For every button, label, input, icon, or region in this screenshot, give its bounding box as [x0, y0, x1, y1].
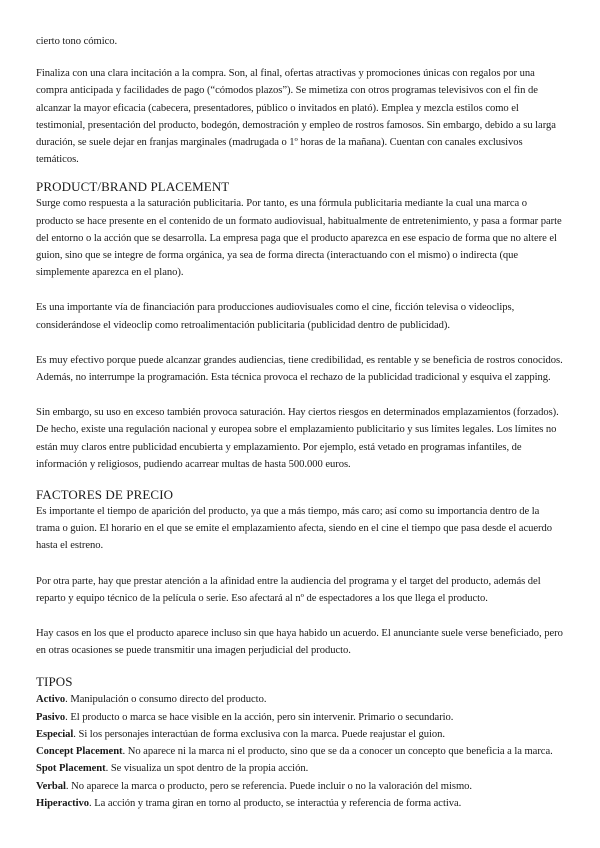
factores-paragraph: Por otra parte, hay que prestar atención a la afinidad entre la audiencia del programa y el target del producto, además del reparto y equipo técnico de la película o serie. Eso afectará al nº de espectadores a los que llega el producto.: [36, 575, 541, 604]
factores-paragraph: Hay casos en los que el producto aparece incluso sin que haya habido un acuerdo. El anunciante suele verse beneficiado, pero en otras ocasiones se puede transmitir una imagen perjudicial del producto.: [36, 628, 563, 657]
finaliza-paragraph: Finaliza con una clara incitación a la compra. Son, al final, ofertas atractivas y promociones únicas con regalos por una compra anticipada y facilidades de pago (“cómodos plazos”). Se mimetiza con otros programas televisivos con el fin de alcanzar la mayor eficacia (cabecera, presentadores, público o invitados en plató). Emplea y mezcla estilos como el testimonial, presentación del producto, bodegón, demostración y empleo de rostros famosos. Sin embargo, debido a su larga duración, se suele dejar en franjas marginales (madrugada o 1º horas de la mañana). Cuentan con canales exclusivos temáticos.: [36, 68, 556, 166]
tipo-desc: . La acción y trama giran en torno al producto, se interactúa y referencia de forma activa.: [89, 797, 462, 809]
tipo-item: [36, 726, 564, 743]
product-placement-paragraph: Surge como respuesta a la saturación publicitaria. Por tanto, es una fórmula publicitaria mediante la cual una marca o producto se hace presente en el contenido de un formato audiovisual, habitualmente de entretenimiento, y pasa a formar parte del entorno o la acción que se desarrolla. La empresa paga que el producto aparezca en ese espacio de forma que no altere el guion, sino que se integre de forma orgánica, ya sea de forma directa (interactuando con el mismo) o indirecta (que simplemente aparezca en el plano).: [36, 198, 562, 279]
tipo-term: Verbal: [36, 780, 66, 792]
intro-tail: cierto tono cómico.: [36, 36, 118, 47]
tipo-item: [36, 691, 564, 708]
tipo-term: Especial: [36, 728, 74, 740]
tipo-term: Hiperactivo: [36, 797, 89, 809]
product-placement-paragraph: Es muy efectivo porque puede alcanzar grandes audiencias, tiene credibilidad, es rentable y se beneficia de rostros conocidos. Además, no interrumpe la programación. Esta técnica provoca el rechazo de la publicidad tradicional y esquiva el zapping.: [36, 354, 563, 384]
product-placement-paragraph: Sin embargo, su uso en exceso también provoca saturación. Hay ciertos riesgos en determinados emplazamientos (forzados). De hecho, existe una regulación nacional y europea sobre el emplazamiento publicitario y sus límites legales. Los límites no están muy claros entre publicidad encubierta y emplazamiento. Por ejemplo, está vetado en programas infantiles, de información y religiosos, pudiendo acarrear multas de hasta 500.000 euros.: [36, 407, 559, 470]
tipo-item: [36, 760, 564, 777]
tipo-desc: . El producto o marca se hace visible en la acción, pero sin intervenir. Primario o secundario.: [65, 711, 454, 723]
tipos-list: [36, 691, 564, 811]
tipo-term: Activo: [36, 694, 66, 706]
tipos-heading: TIPOS: [36, 674, 73, 690]
tipo-desc: . Si los personajes interactúan de forma exclusiva con la marca. Puede reajustar el guion.: [73, 728, 446, 740]
tipo-term: Spot Placement: [36, 763, 106, 775]
tipo-item: [36, 778, 564, 795]
product-placement-heading: PRODUCT/BRAND PLACEMENT: [36, 179, 230, 195]
tipo-term: Pasivo: [36, 711, 66, 723]
tipo-item: [36, 709, 564, 726]
factores-paragraph: Es importante el tiempo de aparición del producto, ya que a más tiempo, más caro; así como su importancia dentro de la trama o guion. El horario en el que se emite el emplazamiento afecta, siendo en el cine el tiempo que pasa desde el acuerdo hasta el estreno.: [36, 506, 552, 552]
tipo-item: [36, 743, 564, 760]
tipo-item: [36, 795, 564, 812]
tipo-desc: . Manipulación o consumo directo del producto.: [65, 694, 267, 706]
product-placement-paragraph: Es una importante vía de financiación para producciones audiovisuales como el cine, ficción televisa o videoclips, considerándose el videoclip como retroalimentación publicitaria (publicidad dentro de publicidad).: [36, 302, 515, 331]
tipo-desc: . No aparece la marca o producto, pero se referencia. Puede incluir o no la valoración del mismo.: [65, 780, 472, 792]
tipo-desc: . Se visualiza un spot dentro de la propia acción.: [105, 763, 309, 775]
tipo-desc: . No aparece ni la marca ni el producto, sino que se da a conocer un concepto que beneficia a la marca.: [122, 746, 553, 758]
factores-heading: FACTORES DE PRECIO: [36, 487, 174, 503]
tipo-term: Concept Placement: [36, 746, 123, 758]
